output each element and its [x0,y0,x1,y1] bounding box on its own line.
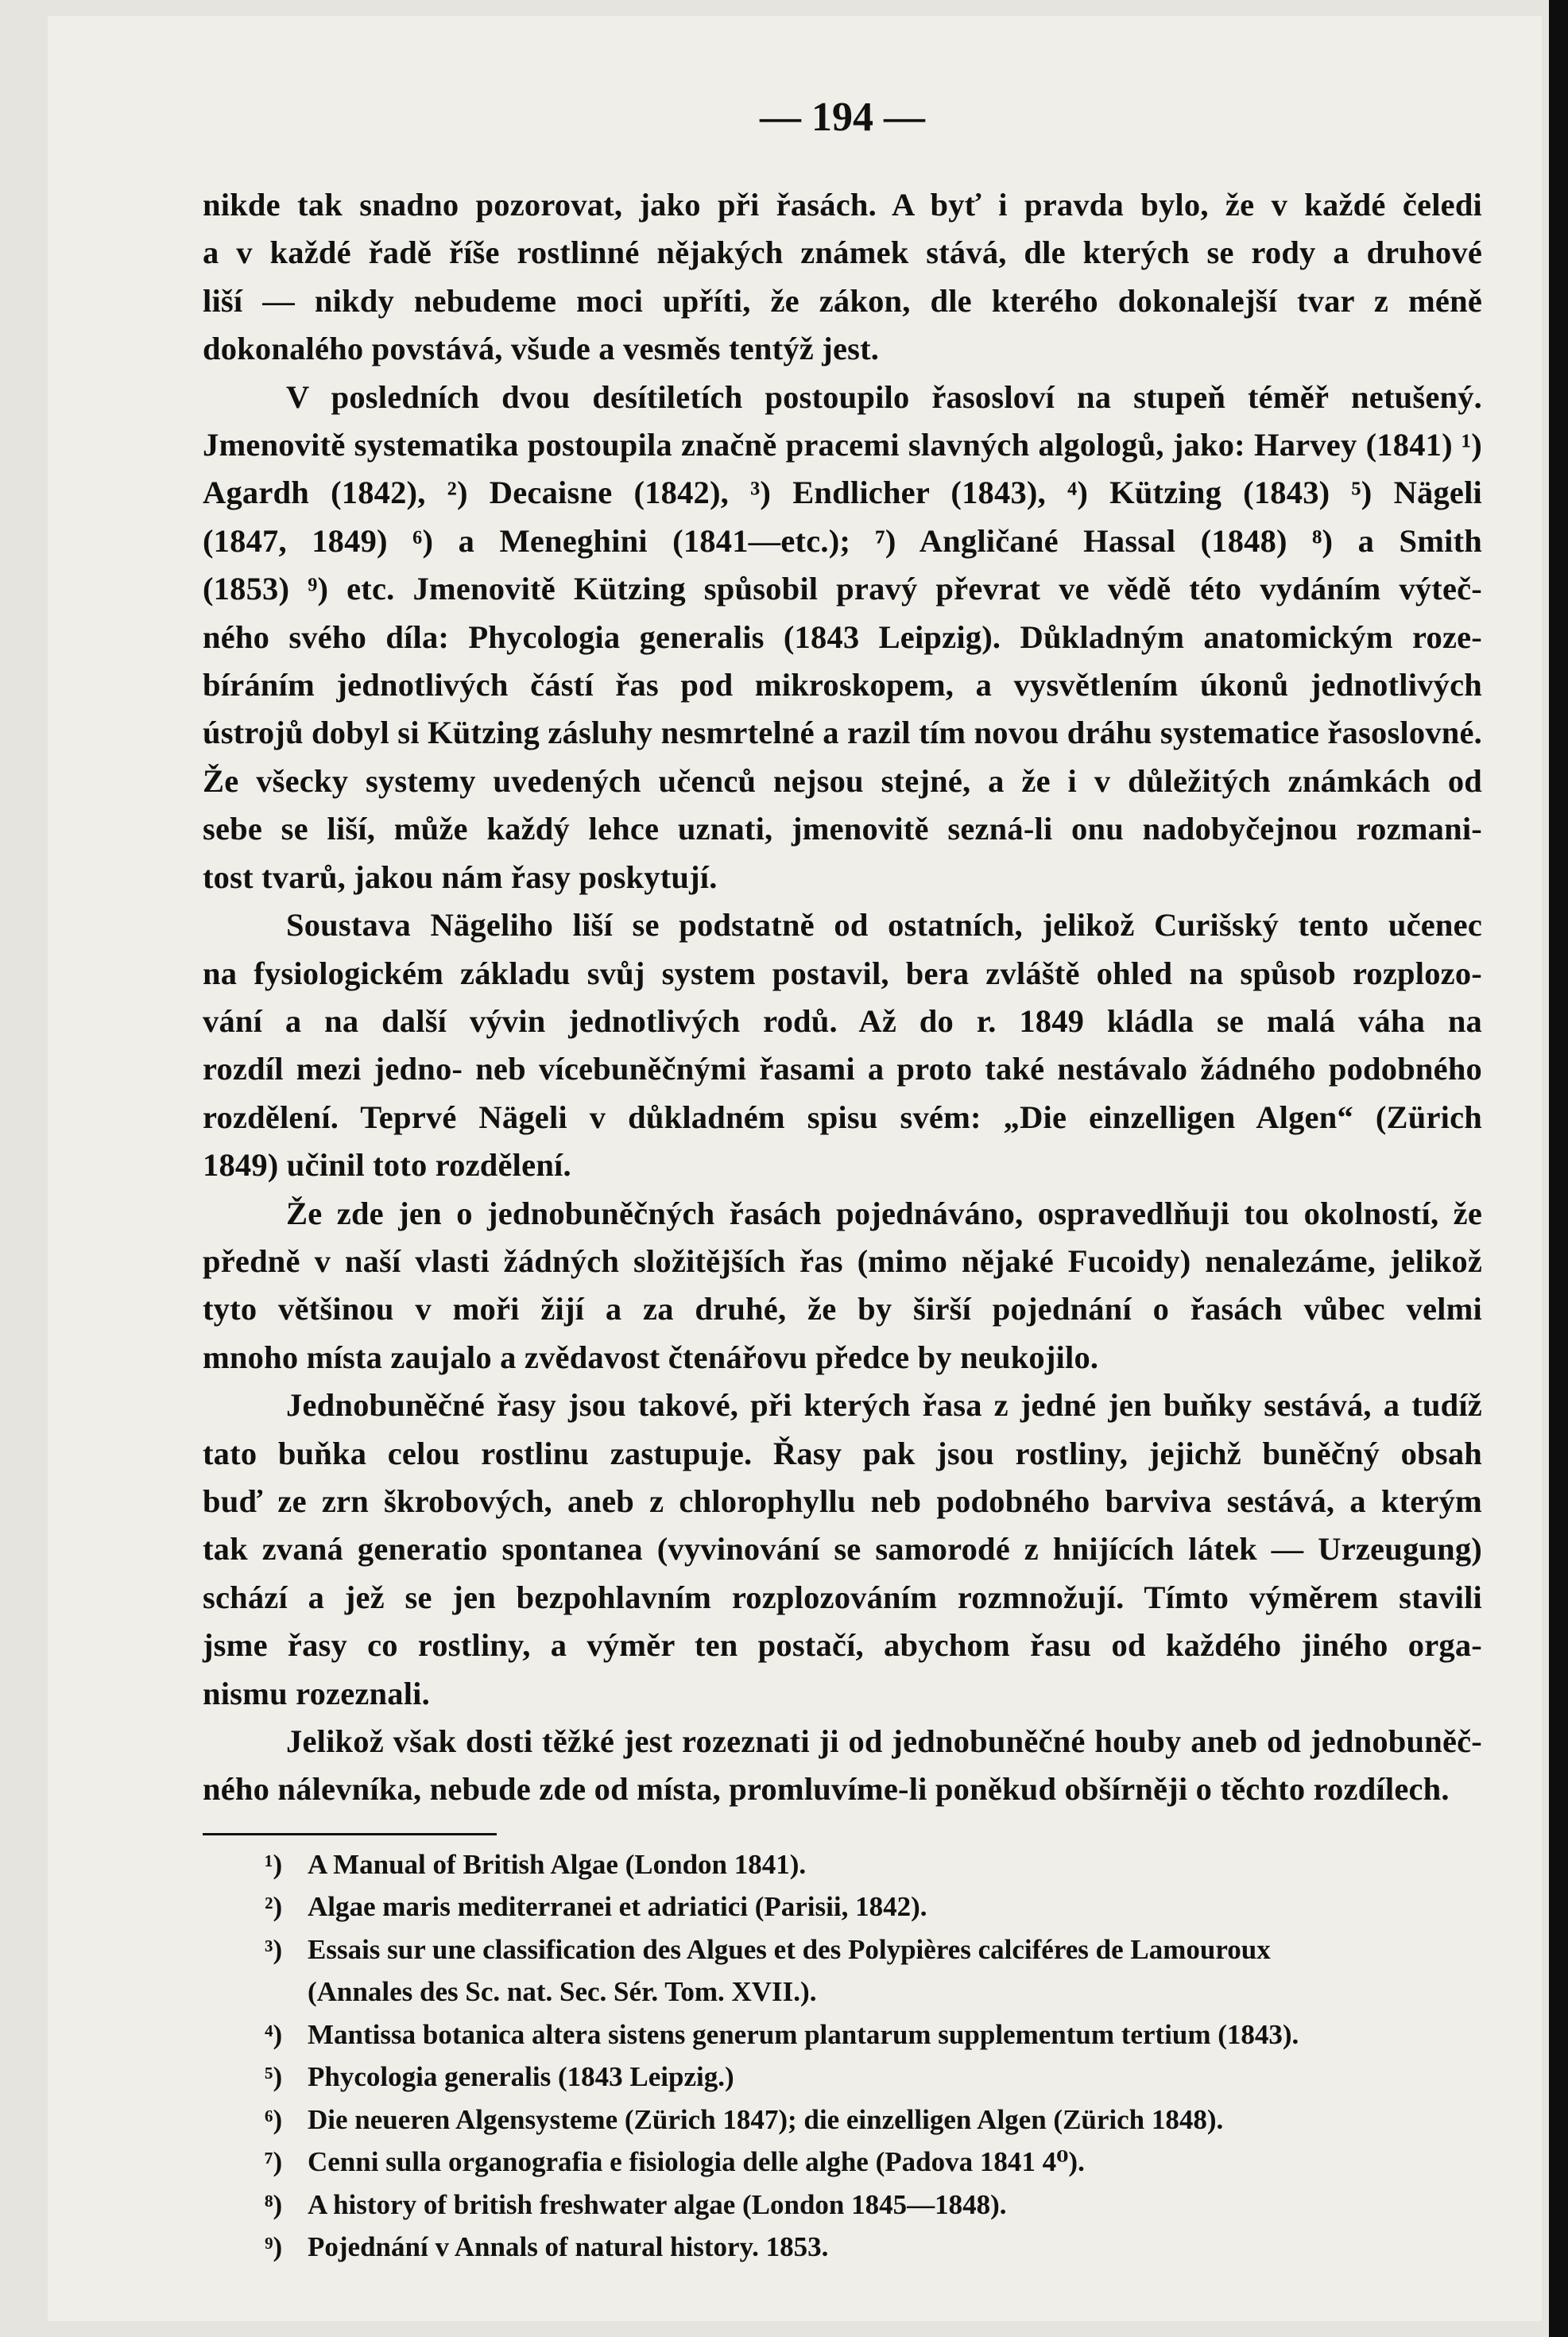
footnote [265,2141,1482,2184]
footnote-text: Cenni sulla organografia e fisiologia delle alghe (Padova 1841 4⁰). [308,2146,1085,2178]
text-line: Jmenovitě systematika postoupila značně pracemi slavných algologů, jako: Harvey (1841) ¹) [203,427,1482,463]
footnote-mark: ⁹) [265,2231,283,2263]
text-line: Že všecky systemy uvedených učenců nejsou stejné, a že i v důležitých známkách od [203,762,1482,799]
footnote-text: Algae maris mediterranei et adriatici (Parisii, 1842). [308,1891,927,1923]
footnote [265,1928,1482,1971]
footnote [265,2226,1482,2269]
text-line: nismu rozeznali. [203,1675,430,1711]
body-text [203,181,1482,1814]
text-line: jsme řasy co rostliny, a výměr ten postačí, abychom řasu od každého jiného orga- [203,1627,1482,1664]
text-line: tyto většinou v moři žijí a za druhé, že by širší pojednání o řasách vůbec velmi [203,1291,1482,1327]
text-line: ného nálevníka, nebude zde od místa, promluvíme-li poněkud obšírněji o těchto rozdílech. [203,1771,1450,1808]
footnote-continuation: (Annales des Sc. nat. Sec. Sér. Tom. XVII.). [308,1976,817,2008]
paragraph-p3 [203,901,1482,1189]
text-line: (1853) ⁹) etc. Jmenovitě Kützing spůsobil pravý převrat ve vědě této vydáním výteč- [203,571,1482,607]
paragraph-p1 [203,181,1482,374]
text-line: dokonalého povstává, všude a vesměs tentýž jest. [203,331,880,367]
paragraph-p5 [203,1382,1482,1718]
text-line: Že zde jen o jednobuněčných řasách pojednáváno, ospravedlňuji tou okolností, že [286,1195,1482,1231]
text-line: na fysiologickém základu svůj system postavil, bera zvláště ohled na spůsob rozplozo- [203,955,1482,991]
footnote-rule [203,1833,497,1835]
footnote-text: Die neueren Algensysteme (Zürich 1847); die einzelligen Algen (Zürich 1848). [308,2103,1224,2135]
text-line: mnoho místa zaujalo a zvědavost čtenářovu předce by neukojilo. [203,1339,1099,1375]
footnote-text: Essais sur une classification des Algues et des Polypières calciféres de Lamouroux [308,1933,1271,1965]
text-line: rozdíl mezi jedno- neb vícebuněčnými řasami a proto také nestávalo žádného podobného [203,1051,1482,1087]
footnote-mark: ⁴) [265,2018,283,2050]
footnote-text: A Manual of British Algae (London 1841). [308,1848,807,1880]
footnote [265,2099,1482,2141]
footnote-mark: ⁵) [265,2061,283,2093]
footnote [265,1843,1482,1886]
text-line: (1847, 1849) ⁶) a Meneghini (1841—etc.); ⁷) Angličané Hassal (1848) ⁸) a Smith [203,522,1482,559]
text-line: tost tvarů, jakou nám řasy poskytují. [203,858,718,895]
text-line: buď ze zrn škrobových, aneb z chlorophyllu neb podobného barviva sestává, a kterým [203,1482,1482,1519]
text-line: rozdělení. Teprvé Nägeli v důkladném spisu svém: „Die einzelligen Algen“ (Zürich [203,1099,1482,1135]
text-line: vání a na další vývin jednotlivých rodů. Až do r. 1849 kládla se malá váha na [203,1002,1482,1039]
book-page [48,16,1542,2321]
footnote [265,2013,1482,2056]
text-line: bíráním jednotlivých částí řas pod mikroskopem, a vysvětlením úkonů jednotlivých [203,667,1482,703]
text-line: a v každé řadě říše rostlinné nějakých známek stává, dle kterých se rody a druhové [203,234,1482,271]
footnote-mark: ⁸) [265,2188,283,2220]
footnote-mark: ⁶) [265,2103,283,2135]
footnote [265,2056,1482,2099]
page-number: — 194 — [760,95,925,140]
text-line: Jelikož však dosti těžké jest rozeznati ji od jednobuněčné houby aneb od jednobuněč- [286,1723,1482,1759]
text-line: V posledních dvou desítiletích postoupilo řasosloví na stupeň téměř netušený. [286,378,1482,415]
page-text-block [203,16,1482,2269]
footnote-mark: ³) [265,1933,283,1965]
text-line: liší — nikdy nebudeme moci upříti, že zákon, dle kterého dokonalejší tvar z méně [203,282,1482,319]
text-line: schází a jež se jen bezpohlavním rozplozováním rozmnožují. Tímto výměrem stavili [203,1579,1482,1615]
paragraph-p2 [203,374,1482,901]
scan-dark-edge [1549,0,1568,2337]
text-line: tato buňka celou rostlinu zastupuje. Řasy pak jsou rostliny, jejichž buněčný obsah [203,1435,1482,1471]
footnote-text: Pojednání v Annals of natural history. 1853. [308,2231,829,2263]
footnote-mark: ¹) [265,1848,283,1880]
text-line: tak zvaná generatio spontanea (vyvinování se samorodé z hnijících látek — Urzeugung) [203,1531,1482,1568]
footnote-text: A history of british freshwater algae (London 1845—1848). [308,2188,1007,2220]
footnote [265,2184,1482,2227]
footnote [265,1885,1482,1928]
text-line: sebe se liší, může každý lehce uznati, jmenovitě sezná-li onu nadobyčejnou rozmani- [203,811,1482,847]
footnote-text: Phycologia generalis (1843 Leipzig.) [308,2061,734,2093]
text-line: ústrojů dobyl si Kützing zásluhy nesmrtelné a razil tím novou dráhu systematice řasoslovné. [203,715,1482,751]
text-line: 1849) učinil toto rozdělení. [203,1147,571,1184]
text-line: nikde tak snadno pozorovat, jako při řasách. A byť i pravda bylo, že v každé čeledi [203,187,1482,223]
footnotes [203,1843,1482,2269]
paragraph-p6 [203,1718,1482,1814]
footnote-mark: ⁷) [265,2146,283,2178]
text-line: Agardh (1842), ²) Decaisne (1842), ³) Endlicher (1843), ⁴) Kützing (1843) ⁵) Nägeli [203,475,1482,511]
footnote-mark: ²) [265,1891,283,1923]
text-line: předně v naší vlasti žádných složitějších řas (mimo nějaké Fucoidy) nenalezáme, jelikož [203,1242,1482,1279]
footnote-text: Mantissa botanica altera sistens generum plantarum supplementum tertium (1843). [308,2018,1299,2050]
text-line: Jednobuněčné řasy jsou takové, při kterých řasa z jedné jen buňky sestává, a tudíž [286,1387,1482,1424]
paragraph-p4 [203,1190,1482,1382]
text-line: Soustava Nägeliho liší se podstatně od ostatních, jelikož Curišský tento učenec [286,907,1482,944]
text-line: ného svého díla: Phycologia generalis (1843 Leipzig). Důkladným anatomickým roze- [203,618,1482,655]
